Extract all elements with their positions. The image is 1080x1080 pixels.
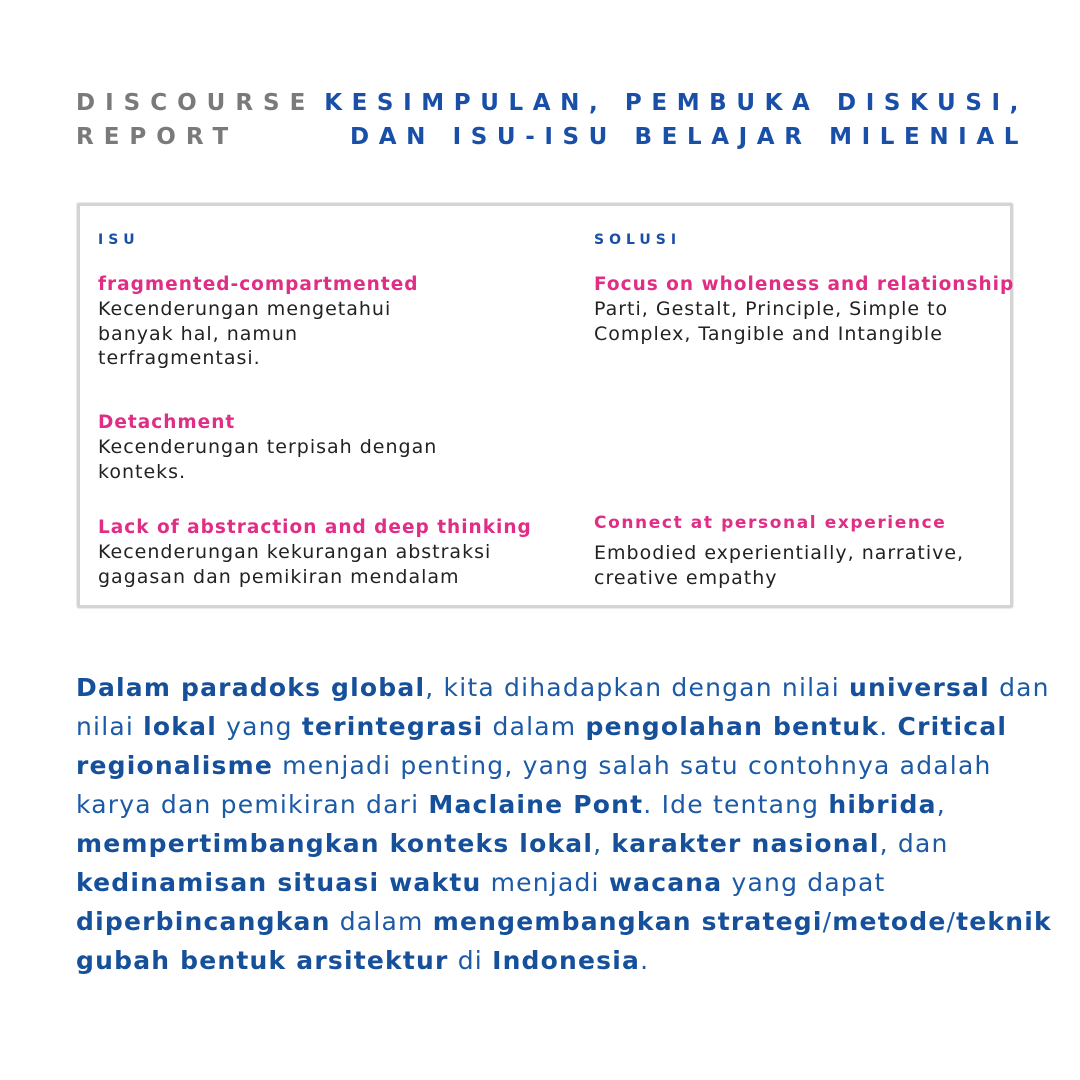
body-text: . [879,712,898,741]
body-text: . Ide tentang [643,790,829,819]
issue-description: Kecenderungan kekurangan abstraksi gagasan dan pemikiran mendalam [98,541,492,588]
emphasis-text: kedinamisan situasi waktu [76,868,482,897]
issue-description: Kecenderungan mengetahui banyak hal, namun terfragmentasi. [98,298,392,369]
solution-item [594,272,1014,346]
emphasis-text: mengembangkan strategi [432,907,823,936]
body-text: karya dan pemikiran dari [76,790,429,819]
body-text: dalam [483,712,586,741]
emphasis-text: regionalisme [76,751,274,780]
paragraph-line [76,785,1016,824]
issue-title: Detachment [98,412,236,433]
emphasis-text: lokal [143,712,217,741]
emphasis-text: Maclaine Pont [428,790,644,819]
solution-description: Embodied experientially, narrative, creative empathy [594,542,965,589]
emphasis-text: hibrida [828,790,937,819]
emphasis-text: terintegrasi [301,712,484,741]
issue-item [98,272,418,371]
issue-title: Lack of abstraction and deep thinking [98,517,532,538]
emphasis-text: mempertimbangkan konteks lokal [76,829,594,858]
issue-item [98,410,437,484]
body-text: dan [989,673,1050,702]
emphasis-text: wacana [608,868,723,897]
page-title-line-1: KESIMPULAN, PEMBUKA DISKUSI, [324,90,1028,116]
emphasis-text: universal [849,673,990,702]
paragraph-line [76,902,1052,941]
report-label-line-1: DISCOURSE [76,90,316,116]
body-text: yang [216,712,302,741]
issue-column-label: ISU [98,232,140,248]
emphasis-text: diperbincangkan [76,907,331,936]
emphasis-text: Dalam paradoks global [76,673,426,702]
emphasis-text: Indonesia [492,946,641,975]
emphasis-text: Critical [897,712,1008,741]
paragraph-line [76,863,1016,902]
body-text: / [946,907,957,936]
body-text: dalam [330,907,433,936]
paragraph-line [76,707,1016,746]
body-text: . [640,946,650,975]
page-title [324,86,1028,154]
emphasis-text: teknik [956,907,1052,936]
paragraph-line [76,824,1016,863]
body-text: menjadi [481,868,609,897]
body-text: di [448,946,493,975]
issue-item [98,515,532,589]
body-text: menjadi penting, yang salah satu contohnya adalah [273,751,992,780]
page-title-line-2: DAN ISU-ISU BELAJAR MILENIAL [350,124,1028,150]
issue-description: Kecenderungan terpisah dengan konteks. [98,436,438,483]
body-text: , kita dihadapkan dengan nilai [425,673,850,702]
body-text: , [936,790,946,819]
report-label-line-2: REPORT [76,124,239,150]
emphasis-text: metode [832,907,947,936]
emphasis-text: karakter nasional [611,829,880,858]
body-text: , [593,829,612,858]
report-label [76,86,315,154]
body-text: yang dapat [722,868,886,897]
emphasis-text: gubah bentuk arsitektur [76,946,449,975]
paragraph-line [76,941,1016,980]
body-text: nilai [76,712,144,741]
issue-title: fragmented-compartmented [98,274,419,295]
paragraph-line [76,668,1050,707]
solution-title: Focus on wholeness and relationship [594,274,1015,295]
paragraph-line [76,746,1016,785]
body-text: , dan [879,829,949,858]
solution-column-label: SOLUSI [594,232,682,248]
body-text: / [822,907,833,936]
emphasis-text: pengolahan bentuk [585,712,880,741]
conclusion-paragraph [76,668,1052,980]
solution-title: Connect at personal experience [594,513,947,533]
solution-item [594,511,964,590]
solution-description: Parti, Gestalt, Principle, Simple to Complex, Tangible and Intangible [594,298,949,345]
